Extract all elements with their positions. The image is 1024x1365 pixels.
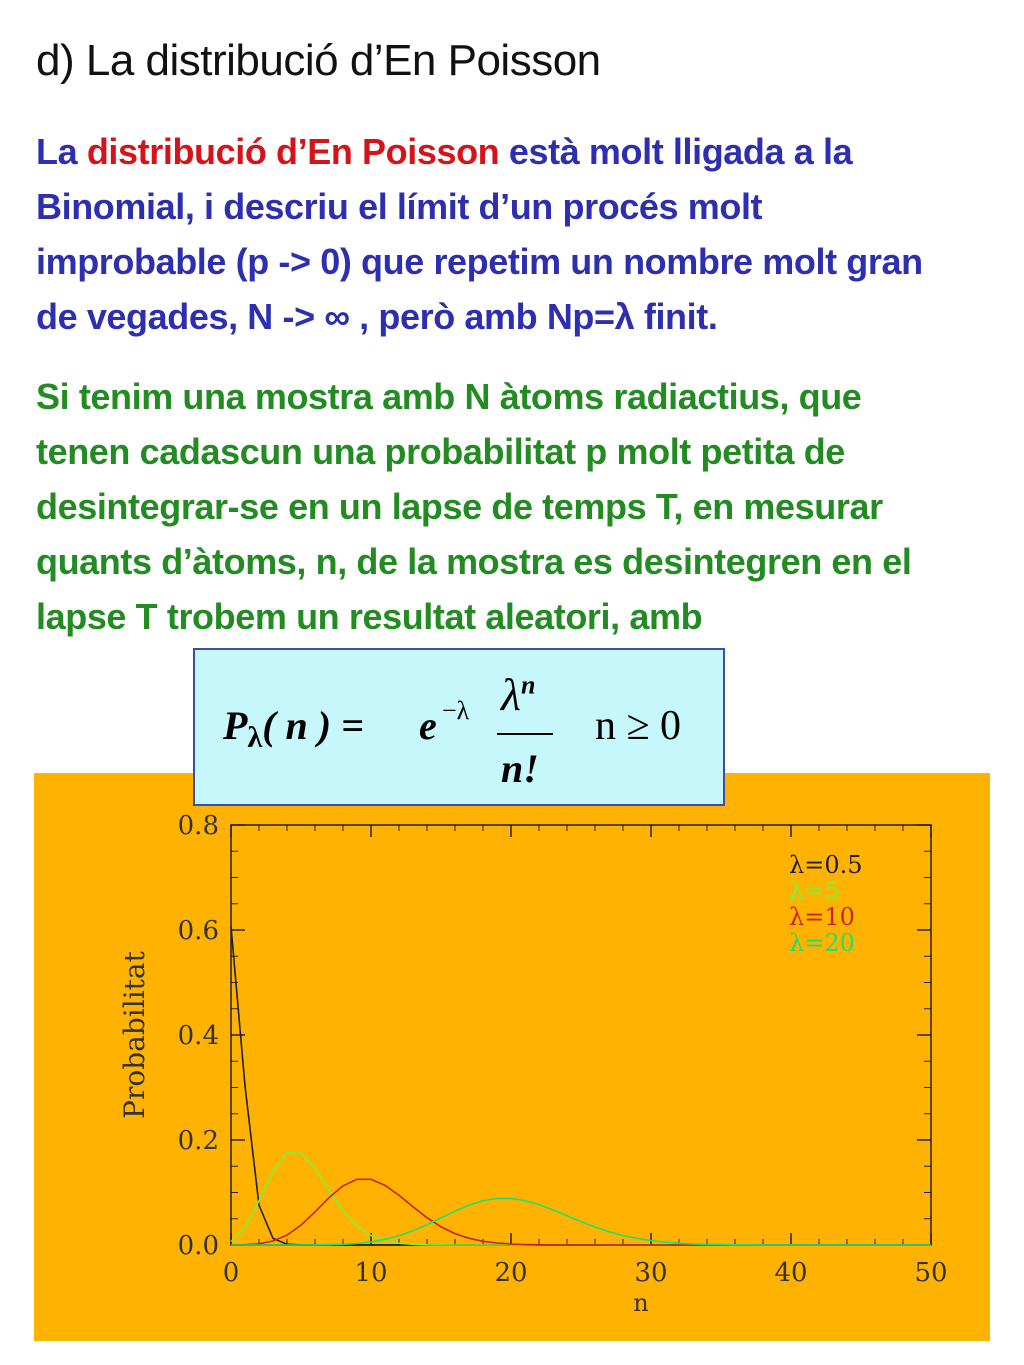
- legend-entry-1: λ=5: [789, 877, 840, 905]
- poisson-formula: [193, 648, 725, 806]
- x-tick-label: 40: [774, 1258, 808, 1288]
- x-tick-label: 20: [494, 1258, 528, 1288]
- y-axis-label: Probabilitat: [118, 951, 151, 1119]
- y-tick-label: 0.8: [177, 811, 219, 841]
- legend-entry-2: λ=10: [789, 903, 855, 931]
- y-tick-label: 0.6: [177, 916, 219, 946]
- formula-numerator: $\lambda^n$: [501, 669, 536, 720]
- highlight-term: distribució d’En Poisson: [86, 131, 500, 172]
- formula-e: e: [419, 703, 437, 748]
- intro-line-1: La distribució d’En Poisson està molt lligada a la: [36, 131, 853, 172]
- slide-title: d) La distribució d’En Poisson: [36, 36, 601, 85]
- series-line-0: [231, 927, 931, 1245]
- x-tick-label: 0: [222, 1258, 240, 1288]
- legend-entry-0: λ=0.5: [789, 851, 863, 879]
- poisson-chart: [34, 773, 990, 1341]
- x-tick-label: 30: [634, 1258, 668, 1288]
- x-tick-label: 50: [914, 1258, 948, 1288]
- y-tick-label: 0.4: [177, 1021, 219, 1051]
- example-line-4: quants d’àtoms, n, de la mostra es desintegren en el: [36, 541, 912, 582]
- example-line-2: tenen cadascun una probabilitat p molt petita de: [36, 431, 845, 472]
- y-tick-label: 0.0: [177, 1231, 219, 1261]
- intro-line-2: Binomial, i descriu el límit d’un procés molt: [36, 186, 763, 227]
- x-axis-label: n: [633, 1289, 649, 1317]
- example-paragraph: [36, 369, 996, 644]
- series-line-2: [231, 1179, 931, 1245]
- formula-denominator: n!: [501, 746, 539, 791]
- example-line-1: Si tenim una mostra amb N àtoms radiactius, que: [36, 376, 862, 417]
- x-tick-label: 10: [354, 1258, 388, 1288]
- series-line-1: [231, 1153, 931, 1245]
- example-line-3: desintegrar-se en un lapse de temps T, en mesurar: [36, 486, 883, 527]
- example-line-5: lapse T trobem un resultat aleatori, amb: [36, 596, 703, 637]
- intro-line-3: improbable (p -> 0) que repetim un nombre molt gran: [36, 241, 923, 282]
- series-line-3: [231, 1198, 931, 1245]
- formula-exponent: −λ: [442, 696, 470, 725]
- intro-line-4: de vegades, N -> ∞ , però amb Np=λ finit.: [36, 296, 718, 337]
- intro-paragraph: [36, 124, 996, 344]
- formula-lhs: $P_\lambda$( n ) =: [223, 703, 364, 754]
- formula-fraction-bar: [497, 733, 553, 735]
- legend-entry-3: λ=20: [789, 929, 855, 957]
- formula-condition: n ≥ 0: [595, 703, 682, 749]
- y-tick-label: 0.2: [177, 1126, 219, 1156]
